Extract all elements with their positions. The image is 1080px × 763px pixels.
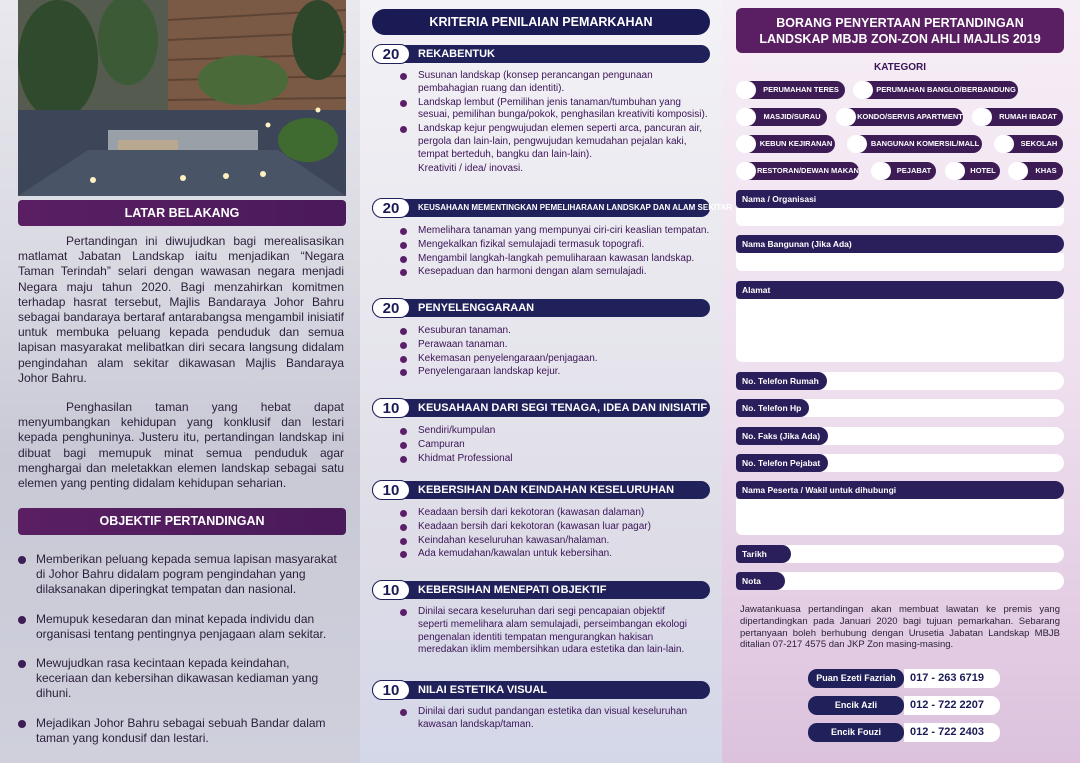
criteria-score: 10 (372, 480, 410, 500)
garden-illustration (18, 0, 346, 196)
criteria-section-header (372, 45, 710, 63)
criteria-section-header (372, 581, 710, 599)
criteria-item: Keindahan keseluruhan kawasan/halaman. (400, 535, 710, 548)
kriteria-heading: KRITERIA PENILAIAN PEMARKAHAN (372, 9, 710, 35)
criteria-label: KEUSAHAAN DARI SEGI TENAGA, IDEA DAN INISIATIF (418, 402, 708, 414)
bullet-dot-icon (400, 126, 407, 133)
category-option[interactable]: PEJABAT (874, 162, 936, 180)
category-option[interactable]: MASJID/SURAU (739, 108, 827, 126)
criteria-item: Mengambil langkah-langkah pemuliharaan kawasan landskap. (400, 253, 710, 266)
category-option[interactable]: SEKOLAH (997, 135, 1063, 153)
contact-name: Encik Azli (808, 696, 904, 715)
bullet-dot-icon (400, 356, 407, 363)
field-tel-pejabat[interactable] (736, 454, 1064, 472)
form-title (736, 8, 1064, 53)
field-tarikh[interactable] (736, 545, 1064, 563)
bullet-dot-icon (400, 442, 407, 449)
nama-input[interactable] (736, 208, 1064, 226)
criteria-section-header (372, 681, 710, 699)
peserta-input[interactable] (736, 499, 1064, 535)
criteria-items (400, 606, 690, 658)
contact-name: Puan Ezeti Fazriah (808, 669, 904, 688)
checkbox[interactable] (994, 135, 1014, 153)
contact-name: Encik Fouzi (808, 723, 904, 742)
bullet-dot-icon (400, 269, 407, 276)
checkbox[interactable] (736, 135, 756, 153)
field-label: Nama Peserta / Wakil untuk dihubungi (736, 481, 1064, 499)
checkbox[interactable] (847, 135, 867, 153)
contact-row (808, 723, 1000, 742)
field-label: No. Telefon Pejabat (736, 454, 828, 472)
criteria-label: PENYELENGGARAAN (418, 302, 535, 314)
bullet-dot-icon (400, 524, 407, 531)
bullet-dot-icon (400, 456, 407, 463)
criteria-score: 20 (372, 298, 410, 318)
objektif-item: Mejadikan Johor Bahru sebagai sebuah Bandar dalam taman yang kondusif dan lestari. (18, 716, 344, 746)
field-label: Nama / Organisasi (736, 190, 1064, 208)
contact-phone[interactable]: 017 - 263 6719 (904, 669, 1000, 688)
contact-phone[interactable]: 012 - 722 2207 (904, 696, 1000, 715)
criteria-score: 10 (372, 580, 410, 600)
criteria-label: KEBERSIHAN DAN KEINDAHAN KESELURUHAN (418, 484, 675, 496)
category-option[interactable]: RUMAH IBADAT (975, 108, 1063, 126)
criteria-item: Landskap kejur pengwujudan elemen seperti arca, pancuran air, pergola dan lain-lain, pengwujudan kemudahan pejalan kaki, tempat berteduh, bangku dan lain-lain). (400, 123, 710, 161)
category-option[interactable]: PERUMAHAN BANGLO/BERBANDUNG (856, 81, 1018, 99)
criteria-item: Landskap lembut (Pemilihan jenis tanaman/tumbuhan yang sesuai, pemilihan bunga/pokok, penghasilan kreativiti komposisi). (400, 97, 710, 123)
criteria-item: Penyelengaraan landskap kejur. (400, 366, 710, 379)
bullet-dot-icon (400, 551, 407, 558)
checkbox[interactable] (871, 162, 891, 180)
bullet-dot-icon (400, 342, 407, 349)
bullet-dot-icon (18, 616, 26, 624)
field-label: No. Telefon Rumah (736, 372, 827, 390)
category-option[interactable]: KEBUN KEJIRANAN (739, 135, 835, 153)
garden-photo (18, 0, 346, 196)
criteria-score: 10 (372, 680, 410, 700)
bullet-dot-icon (18, 660, 26, 668)
category-option[interactable]: BANGUNAN KOMERSIL/MALL (850, 135, 982, 153)
criteria-item: Kesuburan tanaman. (400, 325, 710, 338)
checkbox[interactable] (972, 108, 992, 126)
checkbox[interactable] (1008, 162, 1028, 180)
criteria-item: Kesepaduan dan harmoni dengan alam semulajadi. (400, 266, 710, 279)
field-nama-bangunan[interactable] (736, 235, 1064, 271)
latar-belakang-text (18, 234, 344, 491)
criteria-item-extra: Kreativiti / idea/ inovasi. (418, 162, 524, 174)
criteria-item: Perawaan tanaman. (400, 339, 710, 352)
alamat-input[interactable] (736, 299, 1064, 362)
criteria-score: 20 (372, 44, 410, 64)
latar-paragraph-2: Penghasilan taman yang hebat dapat menyumbangkan kehidupan yang konklusif dan lestari kepada penghuninya. Justeru itu, pertandingan landskap ini dibuat bagi memupuk minat semua penduduk agar menghargai dan meletakkan elemen landskap sebagai satu elemen yang penting didalam kehidupan seharian. (18, 400, 344, 491)
contact-row (808, 696, 1000, 715)
bullet-dot-icon (400, 73, 407, 80)
bullet-dot-icon (400, 428, 407, 435)
bullet-dot-icon (400, 709, 407, 716)
bullet-dot-icon (400, 242, 407, 249)
criteria-items (400, 225, 710, 280)
criteria-score: 10 (372, 398, 410, 418)
contact-phone[interactable]: 012 - 722 2403 (904, 723, 1000, 742)
objektif-list (18, 552, 344, 760)
criteria-item: Kekemasan penyelengaraan/penjagaan. (400, 353, 710, 366)
objektif-item: Mewujudkan rasa kecintaan kepada keindahan, keceriaan dan kebersihan dikawasan kediaman yang dihuni. (18, 656, 344, 702)
checkbox[interactable] (736, 81, 756, 99)
checkbox[interactable] (736, 108, 756, 126)
field-label: No. Telefon Hp (736, 399, 809, 417)
field-tel-hp[interactable] (736, 399, 1064, 417)
bullet-dot-icon (400, 609, 407, 616)
bullet-dot-icon (400, 538, 407, 545)
criteria-item: Campuran (400, 439, 710, 452)
bullet-dot-icon (400, 369, 407, 376)
criteria-label: KEUSAHAAN MEMENTINGKAN PEMELIHARAAN LANDSKAP DAN ALAM SEKITAR (418, 203, 733, 212)
criteria-section-header (372, 299, 710, 317)
objektif-item: Memupuk kesedaran dan minat kepada individu dan organisasi tentang pentingnya penjagaan alam sekitar. (18, 612, 344, 642)
checkbox[interactable] (853, 81, 873, 99)
criteria-item: Dinilai secara keseluruhan dari segi pencapaian objektif seperti memelihara alam semulajadi, perseimbangan ekologi pengenalan identiti tempatan mengurangkan hakisan meredakan iklim membersihkan udara estetika dan lain-lain. (400, 606, 690, 657)
criteria-items (400, 70, 710, 176)
criteria-label: NILAI ESTETIKA VISUAL (418, 684, 548, 696)
category-option[interactable]: HOTEL (948, 162, 1000, 180)
category-option[interactable]: PERUMAHAN TERES (739, 81, 845, 99)
criteria-items (400, 425, 710, 466)
criteria-item: Khidmat Professional (400, 453, 710, 466)
criteria-item: Ada kemudahan/kawalan untuk kebersihan. (400, 548, 710, 561)
criteria-label: REKABENTUK (418, 48, 495, 60)
category-option[interactable]: RESTORAN/DEWAN MAKAN (739, 162, 859, 180)
form-note: Jawatankuasa pertandingan akan membuat lawatan ke premis yang dipertandingkan pada Januari 2020 bagi tujuan pemarkahan. Sebarang pertanyaan boleh berhubung dengan Urusetia Jabatan Landskap MBJB ditalian 07-217 4575 dan JKP Zon masing-masing. (740, 604, 1060, 651)
bullet-dot-icon (400, 510, 407, 517)
criteria-section-header (372, 199, 733, 217)
field-label: Nama Bangunan (Jika Ada) (736, 235, 1064, 253)
contact-row (808, 669, 1000, 688)
criteria-item: Memelihara tanaman yang mempunyai ciri-ciri keaslian tempatan. (400, 225, 710, 238)
bullet-dot-icon (400, 100, 407, 107)
field-label: No. Faks (Jika Ada) (736, 427, 828, 445)
field-nama-peserta[interactable] (736, 481, 1064, 535)
criteria-item: Keadaan bersih dari kekotoran (kawasan dalaman) (400, 507, 710, 520)
latar-belakang-heading: LATAR BELAKANG (18, 200, 346, 226)
objektif-item: Memberikan peluang kepada semua lapisan masyarakat di Johor Bahru didalam pogram pengindahan yang dilaksanakan diperingkat tempatan dan nasional. (18, 552, 344, 598)
criteria-items (400, 507, 710, 562)
criteria-item: Sendiri/kumpulan (400, 425, 710, 438)
bullet-dot-icon (18, 720, 26, 728)
form-title-line-2: LANDSKAP MBJB ZON-ZON AHLI MAJLIS 2019 (759, 32, 1041, 46)
criteria-item: Mengekalkan fizikal semulajadi termasuk topografi. (400, 239, 710, 252)
field-tel-rumah[interactable] (736, 372, 1064, 390)
field-faks[interactable] (736, 427, 1064, 445)
form-title-line-1: BORANG PENYERTAAN PERTANDINGAN (776, 16, 1024, 30)
bullet-dot-icon (18, 556, 26, 564)
checkbox[interactable] (945, 162, 965, 180)
field-label: Alamat (736, 281, 1064, 299)
criteria-score: 20 (372, 198, 410, 218)
latar-paragraph-1: Pertandingan ini diwujudkan bagi merealisasikan matlamat Jabatan Landskap iaitu menjadikan “Negara Taman Terindah” selari dengan wawasan negara menjadi Negara maju tahun 2020. Bagi menzahirkan komitmen terhadap hasrat tersebut, Majlis Bandaraya Johor Bahru sebagai bandaraya bertaraf antarabangsa mengambil inisiatif untuk membuka peluang kepada penduduk dan semua lapisan masyarakat melibatkan diri secara langsung didalam pengindahan alam sekitar dikawasan Majlis Bandaraya Johor Bahru. (18, 234, 344, 385)
kategori-label: KATEGORI (873, 62, 927, 73)
bullet-dot-icon (400, 256, 407, 263)
field-alamat[interactable] (736, 281, 1064, 362)
field-nota[interactable] (736, 572, 1064, 590)
checkbox[interactable] (736, 162, 756, 180)
criteria-section-header (372, 399, 710, 417)
criteria-section-header (372, 481, 710, 499)
criteria-item: Dinilai dari sudut pandangan estetika dan visual keseluruhan kawasan landskap/taman. (400, 706, 690, 732)
category-option[interactable]: KHAS (1011, 162, 1063, 180)
criteria-items (400, 325, 710, 380)
field-label: Nota (736, 572, 785, 590)
criteria-label: KEBERSIHAN MENEPATI OBJEKTIF (418, 584, 607, 596)
category-option[interactable]: KONDO/SERVIS APARTMENT (839, 108, 963, 126)
bangunan-input[interactable] (736, 253, 1064, 271)
bullet-dot-icon (400, 228, 407, 235)
criteria-item: Susunan landskap (konsep perancangan pengunaan pembahagian ruang dan identiti). (400, 70, 710, 96)
checkbox[interactable] (836, 108, 856, 126)
field-nama-organisasi[interactable] (736, 190, 1064, 226)
objektif-heading: OBJEKTIF PERTANDINGAN (18, 508, 346, 535)
criteria-item: Keadaan bersih dari kekotoran (kawasan luar pagar) (400, 521, 710, 534)
criteria-items (400, 706, 690, 733)
bullet-dot-icon (400, 328, 407, 335)
field-label: Tarikh (736, 545, 791, 563)
